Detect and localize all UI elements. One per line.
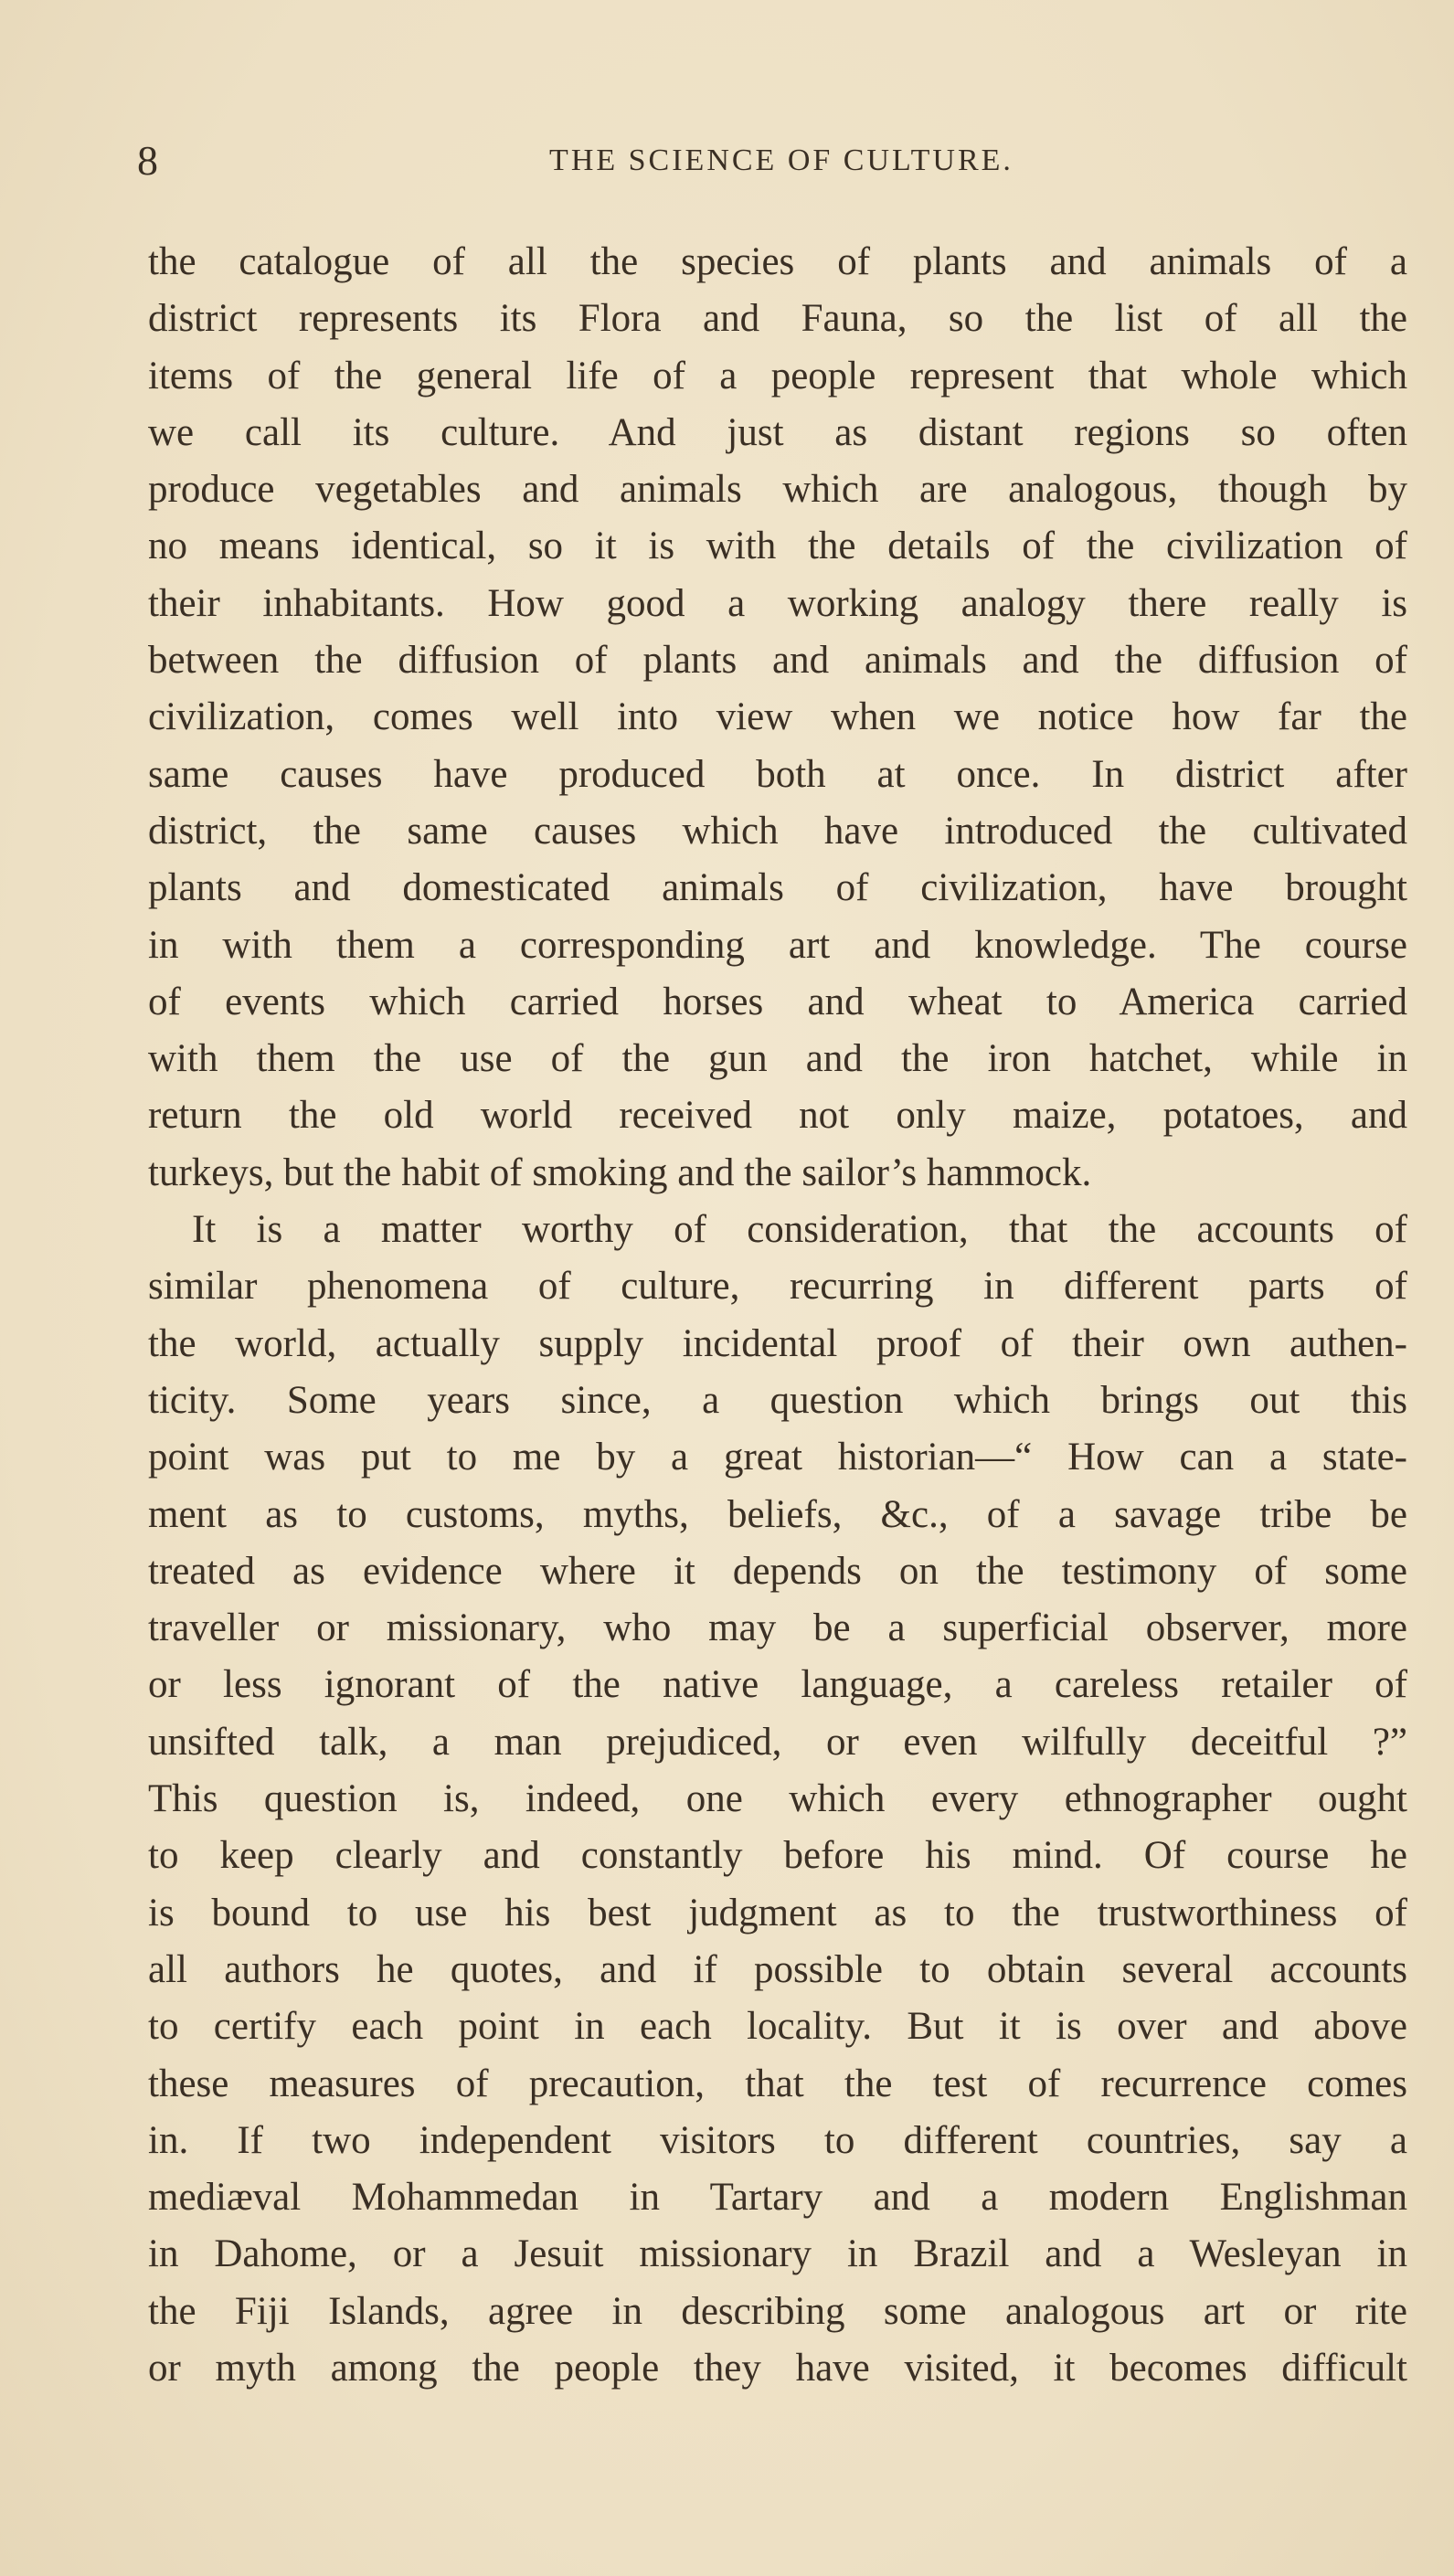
text-line: with them the use of the gun and the iron hatchet, while in: [148, 1037, 1407, 1081]
text-line: or myth among the people they have visited, it becomes difficult: [148, 2346, 1407, 2390]
body-text: [148, 234, 1407, 2397]
text-line: in with them a corresponding art and knowledge. The course: [148, 923, 1407, 967]
text-line: mediæval Mohammedan in Tartary and a modern Englishman: [148, 2176, 1407, 2220]
text-line: all authors he quotes, and if possible to obtain several accounts: [148, 1947, 1407, 1991]
text-line: unsifted talk, a man prejudiced, or even wilfully deceitful ?”: [148, 1720, 1407, 1764]
text-line: to certify each point in each locality. But it is over and above: [148, 2005, 1407, 2049]
text-line: their inhabitants. How good a working analogy there really is: [148, 581, 1407, 625]
text-line: same causes have produced both at once. In district after: [148, 752, 1407, 796]
text-line: This question is, indeed, one which every ethnographer ought: [148, 1777, 1407, 1821]
text-line: the Fiji Islands, agree in describing some analogous art or rite: [148, 2289, 1407, 2333]
text-line: plants and domesticated animals of civilization, have brought: [148, 866, 1407, 910]
text-line: similar phenomena of culture, recurring in different parts of: [148, 1265, 1407, 1309]
text-line: these measures of precaution, that the test of recurrence comes: [148, 2062, 1407, 2105]
text-line: we call its culture. And just as distant regions so often: [148, 410, 1407, 454]
text-line: to keep clearly and constantly before his mind. Of course he: [148, 1834, 1407, 1878]
text-line: the world, actually supply incidental proof of their own authen-: [148, 1321, 1407, 1365]
text-line: traveller or missionary, who may be a superficial observer, more: [148, 1606, 1407, 1650]
text-line: civilization, comes well into view when we notice how far the: [148, 695, 1407, 739]
text-line: point was put to me by a great historian—“ How can a state-: [148, 1436, 1407, 1479]
text-line: is bound to use his best judgment as to the trustworthiness of: [148, 1891, 1407, 1935]
text-line: turkeys, but the habit of smoking and the sailor’s hammock.: [148, 1150, 1092, 1194]
text-line: items of the general life of a people represent that whole which: [148, 354, 1407, 398]
text-line: in Dahome, or a Jesuit missionary in Brazil and a Wesleyan in: [148, 2232, 1407, 2276]
text-line: produce vegetables and animals which are analogous, though by: [148, 468, 1407, 512]
text-line: of events which carried horses and wheat to America carried: [148, 980, 1407, 1023]
text-line: no means identical, so it is with the details of the civilization of: [148, 525, 1407, 568]
text-line: ticity. Some years since, a question which brings out this: [148, 1378, 1407, 1422]
text-line: the catalogue of all the species of plants and animals of a: [148, 240, 1407, 283]
text-line: return the old world received not only maize, potatoes, and: [148, 1094, 1407, 1138]
text-line: in. If two independent visitors to different countries, say a: [148, 2118, 1407, 2162]
text-line: between the diffusion of plants and animals and the diffusion of: [148, 639, 1407, 683]
text-line: treated as evidence where it depends on the testimony of some: [148, 1549, 1407, 1593]
text-line: or less ignorant of the native language, a careless retailer of: [148, 1663, 1407, 1707]
running-title: THE SCIENCE OF CULTURE.: [549, 143, 1014, 177]
text-line: district, the same causes which have introduced the cultivated: [148, 809, 1407, 853]
text-line: district represents its Flora and Fauna, so the list of all the: [148, 297, 1407, 341]
page-number: 8: [137, 137, 158, 184]
text-line: ment as to customs, myths, beliefs, &c., of a savage tribe be: [148, 1492, 1407, 1536]
text-line: It is a matter worthy of consideration, that the accounts of: [192, 1208, 1407, 1252]
